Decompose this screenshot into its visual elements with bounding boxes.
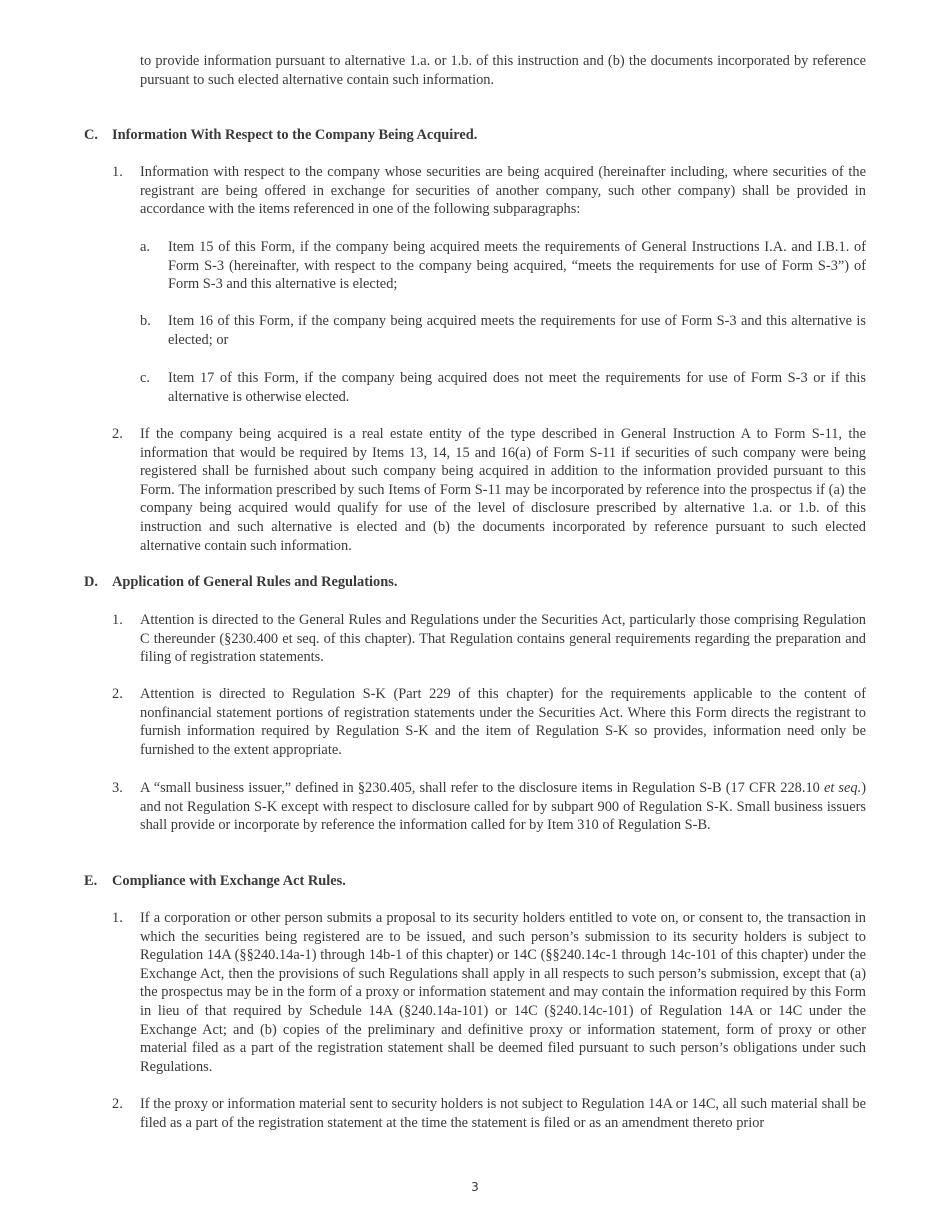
section-e-label: E. <box>84 873 98 889</box>
section-c-title: Information With Respect to the Company Being Acquired. <box>112 127 478 143</box>
section-c-heading <box>84 126 866 145</box>
section-e-heading <box>84 872 866 891</box>
section-d-title: Application of General Rules and Regulations. <box>112 574 398 590</box>
section-d-item-2: 2. Attention is directed to Regulation S-K (Part 229 of this chapter) for the requirements applicable to the content of nonfinancial statement portions of registration statements under the Securities Act. Where this Form directs the registrant to furnish information required by Regulation S-K and the item of Regulation S-K so provides, information need only be furnished to the extent appropriate. <box>112 686 866 758</box>
section-d-label: D. <box>84 574 98 590</box>
section-c-label: C. <box>84 127 98 143</box>
section-c-item-1: 1. Information with respect to the company whose securities are being acquired (hereinafter including, where securities of the registrant are being offered in exchange for securities of another company, such other company) shall be provided in accordance with the items referenced in one of the following subparagraphs: <box>112 164 866 218</box>
page-number: 3 <box>471 1180 479 1194</box>
section-c-item-1c: c. Item 17 of this Form, if the company being acquired does not meet the requirements for use of Form S-3 or if this alternative is otherwise elected. <box>140 370 866 405</box>
intro-paragraph: to provide information pursuant to alternative 1.a. or 1.b. of this instruction and (b) the documents incorporated by reference pursuant to such elected alternative contain such information. <box>140 53 866 88</box>
section-d-heading <box>84 573 866 592</box>
section-d-item-3: 3. A “small business issuer,” defined in §230.405, shall refer to the disclosure items in Regulation S-B (17 CFR 228.10 et seq.) and not Regulation S-K except with respect to disclosure called for by subpart 900 of Regulation S-K. Small business issuers shall provide or incorporate by reference the information called for by Item 310 of Regulation S-B. <box>112 780 866 834</box>
section-c-item-1b: b. Item 16 of this Form, if the company being acquired meets the requirements for use of Form S-3 and this alternative is elected; or <box>140 313 866 348</box>
section-e-item-2: 2. If the proxy or information material sent to security holders is not subject to Regulation 14A or 14C, all such material shall be filed as a part of the registration statement at the time the statement is filed or as an amendment thereto prior <box>112 1096 866 1131</box>
section-c-item-2: 2. If the company being acquired is a real estate entity of the type described in General Instruction A to Form S-11, the information that would be required by Items 13, 14, 15 and 16(a) of Form S-11 if securities of such company were being registered shall be furnished about such company being acquired in addition to the information provided pursuant to this Form. The information prescribed by such Items of Form S-11 may be incorporated by reference into the prospectus if (a) the company being acquired would qualify for use of the level of disclosure prescribed by alternative 1.a. or 1.b. of this instruction and such alternative is elected and (b) the documents incorporated by reference pursuant to such elected alternative contain such information. <box>112 426 866 554</box>
section-d-item-1: 1. Attention is directed to the General Rules and Regulations under the Securities Act, particularly those comprising Regulation C thereunder (§230.400 et seq. of this chapter). That Regulation contains general requirements regarding the preparation and filing of registration statements. <box>112 612 866 666</box>
section-c-item-1a: a. Item 15 of this Form, if the company being acquired meets the requirements of General Instructions I.A. and I.B.1. of Form S-3 (hereinafter, with respect to the company being acquired, “meets the requirements for use of Form S-3”) of Form S-3 and this alternative is elected; <box>140 239 866 293</box>
section-e-title: Compliance with Exchange Act Rules. <box>112 873 346 889</box>
section-e-item-1: 1. If a corporation or other person submits a proposal to its security holders entitled to vote on, or consent to, the transaction in which the securities being registered are to be issued, and such person’s submission to its security holders is subject to Regulation 14A (§§240.14a-1) through 14b-1 of this chapter) or 14C (§§240.14c-1 through 14c-101 of this chapter) under the Exchange Act, then the provisions of such Regulations shall apply in all respects to such person’s submission, except that (a) the prospectus may be in the form of a proxy or information statement and may contain the information required by this Form in lieu of that required by Schedule 14A (§240.14a-101) or 14C (§240.14c-101) of Regulation 14A or 14C under the Exchange Act; and (b) copies of the preliminary and definitive proxy or information statement, form of proxy or other material filed as a part of the registration statement shall be deemed filed pursuant to such person’s obligations under such Regulations. <box>112 910 866 1075</box>
